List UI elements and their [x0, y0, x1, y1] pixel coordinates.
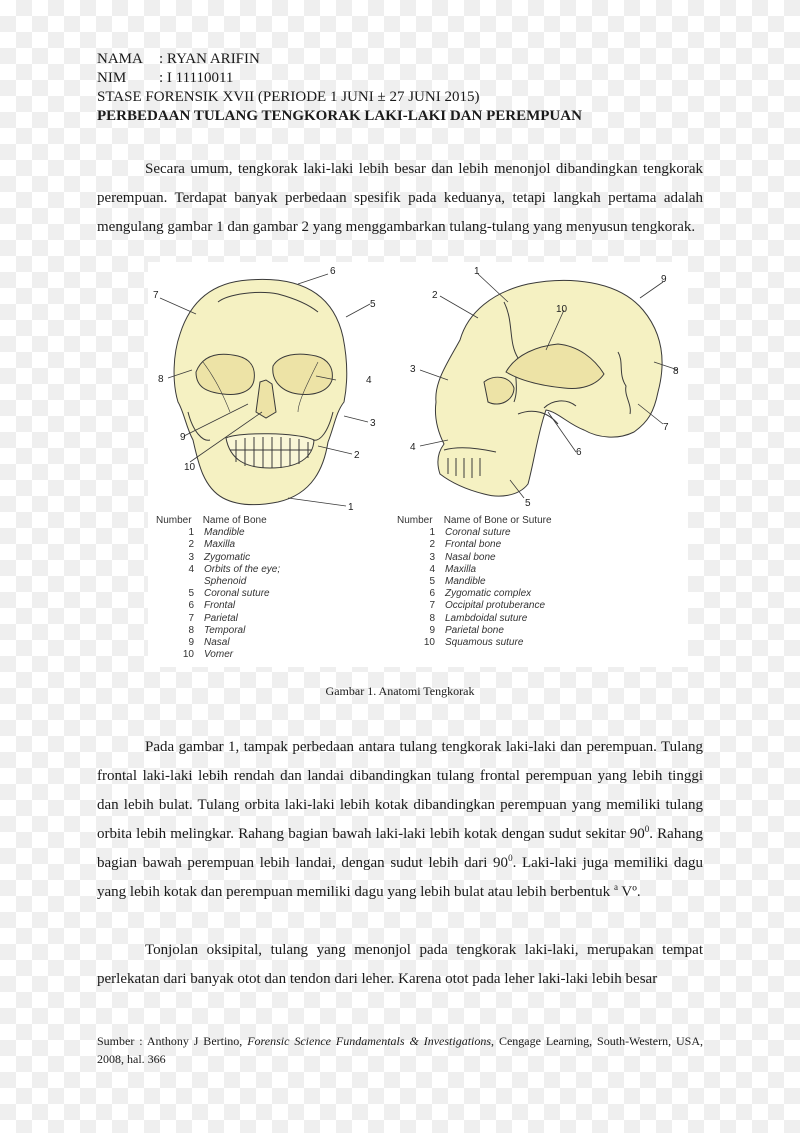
side-legend-number-heading: Number: [397, 515, 433, 526]
front-legend-bone-name: Parietal: [204, 612, 238, 624]
side-legend-row: [397, 576, 552, 588]
front-legend-number: 8: [188, 624, 194, 636]
front-label-7: 7: [153, 290, 159, 301]
side-legend-number: 2: [429, 539, 435, 551]
front-legend-header: [156, 515, 280, 527]
side-legend-bone-name: Coronal suture: [445, 527, 511, 539]
side-legend-row: [397, 600, 552, 612]
side-legend-row: [397, 539, 552, 551]
front-legend-bone-name: Sphenoid: [204, 576, 247, 588]
side-legend-bone-name: Squamous suture: [445, 637, 524, 649]
front-legend-bone-name: Vomer: [204, 649, 234, 661]
side-legend-bone-name: Nasal bone: [445, 551, 496, 563]
side-legend-number: 4: [429, 563, 435, 575]
side-label-1: 1: [474, 266, 480, 277]
document-title: PERBEDAAN TULANG TENGKORAK LAKI-LAKI DAN PEREMPUAN: [97, 108, 582, 124]
front-label-5: 5: [370, 299, 376, 310]
side-legend-number: 10: [423, 637, 435, 649]
front-legend-number: 2: [188, 539, 194, 551]
front-legend-row: [156, 649, 280, 661]
front-legend-bone-name: Zygomatic: [204, 551, 251, 563]
side-legend-rows: [397, 527, 552, 649]
front-legend-bone-name: Nasal: [204, 637, 230, 649]
side-legend: [397, 515, 552, 649]
front-legend-row: [156, 588, 280, 600]
front-legend-rows: [156, 527, 280, 661]
front-label-1: 1: [348, 502, 354, 513]
name-value: : RYAN ARIFIN: [159, 51, 260, 67]
front-legend-row: [156, 539, 280, 551]
footnote-suffix: , Cengage Learning, South-Western, USA, 2008, hal. 366: [97, 1034, 703, 1066]
side-legend-row: [397, 637, 552, 649]
side-label-4: 4: [410, 442, 416, 453]
nim-value: : I 11110011: [159, 70, 234, 86]
paragraph-differences: [97, 733, 703, 907]
side-legend-number: 9: [429, 624, 435, 636]
skull-illustration: [148, 262, 688, 517]
side-label-6: 6: [576, 447, 582, 458]
intro-paragraph: Secara umum, tengkorak laki-laki lebih besar dan lebih menonjol dibandingkan tengkorak perempuan. Terdapat banyak perbedaan spesifik pada keduanya, tetapi langkah pertama adalah mengulang gambar 1 dan gambar 2 yang menggambarkan tulang-tulang yang menyusun tengkorak.: [97, 161, 703, 235]
stase-line: STASE FORENSIK XVII (PERIODE 1 JUNI ± 27 JUNI 2015): [97, 89, 480, 105]
front-legend-row: [156, 600, 280, 612]
side-legend-number: 3: [429, 551, 435, 563]
nim-label: NIM: [97, 70, 127, 86]
side-label-8: 8: [673, 366, 679, 377]
side-legend-header: [397, 515, 552, 527]
front-label-2: 2: [354, 450, 360, 461]
side-legend-row: [397, 625, 552, 637]
side-label-10: 10: [556, 304, 568, 315]
name-label: NAMA: [97, 51, 143, 67]
side-legend-number: 6: [429, 588, 435, 600]
front-label-10: 10: [184, 462, 196, 473]
degree-superscript-1: 0: [644, 824, 650, 834]
front-legend-row: [156, 637, 280, 649]
front-legend-bone-name: Temporal: [204, 624, 246, 636]
side-legend-bone-name: Zygomatic complex: [445, 588, 532, 600]
side-legend-number: 5: [429, 576, 435, 588]
front-legend-bone-name: Coronal suture: [204, 588, 270, 600]
front-label-4: 4: [366, 375, 372, 386]
skull-figure: [148, 262, 688, 667]
a-superscript: a: [613, 882, 618, 892]
footnote-book-title: Forensic Science Fundamentals & Investigations: [247, 1034, 492, 1048]
name-line: [97, 50, 260, 69]
front-legend-number: 6: [188, 600, 194, 612]
degree-superscript-2: 0: [508, 853, 513, 863]
side-legend-bone-name: Maxilla: [445, 563, 477, 575]
side-legend-name-heading: Name of Bone or Suture: [443, 515, 552, 526]
side-legend-number: 8: [429, 612, 435, 624]
front-legend-row: [156, 552, 280, 564]
front-legend-bone-name: Maxilla: [204, 539, 236, 551]
side-legend-row: [397, 564, 552, 576]
front-legend-row: [156, 564, 280, 576]
side-label-3: 3: [410, 364, 416, 375]
side-label-5: 5: [525, 498, 531, 509]
side-legend-row: [397, 588, 552, 600]
front-label-3: 3: [370, 418, 376, 429]
front-legend-number-heading: Number: [156, 515, 192, 526]
side-legend-bone-name: Parietal bone: [445, 624, 504, 636]
side-legend-row: [397, 613, 552, 625]
front-legend-row: [156, 576, 280, 588]
front-legend-number: 5: [188, 588, 194, 600]
side-legend-number: 7: [429, 600, 435, 612]
paragraph-differences-text-3: . Laki-laki juga memiliki dagu yang lebih kotak dan perempuan memiliki dagu yang lebih bulat atau lebih berbentuk: [97, 855, 703, 900]
side-label-7: 7: [663, 422, 669, 433]
front-legend-bone-name: Orbits of the eye;: [204, 563, 281, 575]
front-skull-drawing: [174, 279, 347, 504]
paragraph-differences-text-2: . Rahang bagian bawah perempuan lebih landai, dengan sudut lebih dari 90: [97, 826, 703, 871]
front-legend-bone-name: Mandible: [204, 527, 245, 539]
figure-caption: Gambar 1. Anatomi Tengkorak: [325, 684, 475, 698]
side-legend-row: [397, 552, 552, 564]
front-legend-row: [156, 613, 280, 625]
footnote-prefix: Sumber : Anthony J Bertino,: [97, 1034, 248, 1048]
front-legend-number: 9: [188, 637, 194, 649]
front-legend-number: 10: [182, 649, 194, 661]
side-legend-number: 1: [429, 527, 435, 539]
front-legend-row: [156, 625, 280, 637]
front-legend-number: 1: [188, 527, 194, 539]
front-legend: [156, 515, 280, 661]
paragraph-occipital: Tonjolan oksipital, tulang yang menonjol pada tengkorak laki-laki, merupakan tempat perlekatan dari banyak otot dan tendon dari leher. Karena otot pada leher laki-laki lebih besar: [97, 942, 703, 987]
front-label-8: 8: [158, 374, 164, 385]
side-legend-bone-name: Lambdoidal suture: [445, 612, 528, 624]
source-footnote: [97, 1032, 703, 1068]
side-legend-bone-name: Occipital protuberance: [445, 600, 546, 612]
side-legend-bone-name: Mandible: [445, 576, 486, 588]
paragraph-differences-text-1: Pada gambar 1, tampak perbedaan antara tulang tengkorak laki-laki dan perempuan. Tulang frontal laki-laki lebih rendah dan landai dibandingkan tulang frontal perempuan yang lebih tinggi dan lebih bulat. Tulang orbita laki-laki lebih kotak dibandingkan perempuan yang memiliki tulang orbita lebih melingkar. Rahang bagian bawah laki-laki lebih kotak dengan sudut sekitar 90: [97, 739, 703, 842]
front-legend-bone-name: Frontal: [204, 600, 236, 612]
front-legend-number: 7: [188, 612, 194, 624]
front-legend-number: 4: [188, 563, 194, 575]
side-legend-row: [397, 527, 552, 539]
front-legend-row: [156, 527, 280, 539]
nim-line: [97, 69, 233, 88]
front-legend-number: 3: [188, 551, 194, 563]
front-label-9: 9: [180, 432, 186, 443]
side-legend-bone-name: Frontal bone: [445, 539, 502, 551]
side-label-2: 2: [432, 290, 438, 301]
front-label-6: 6: [330, 266, 336, 277]
side-label-9: 9: [661, 274, 667, 285]
paragraph-differences-text-4: Vº.: [617, 884, 641, 900]
front-legend-name-heading: Name of Bone: [202, 515, 267, 526]
